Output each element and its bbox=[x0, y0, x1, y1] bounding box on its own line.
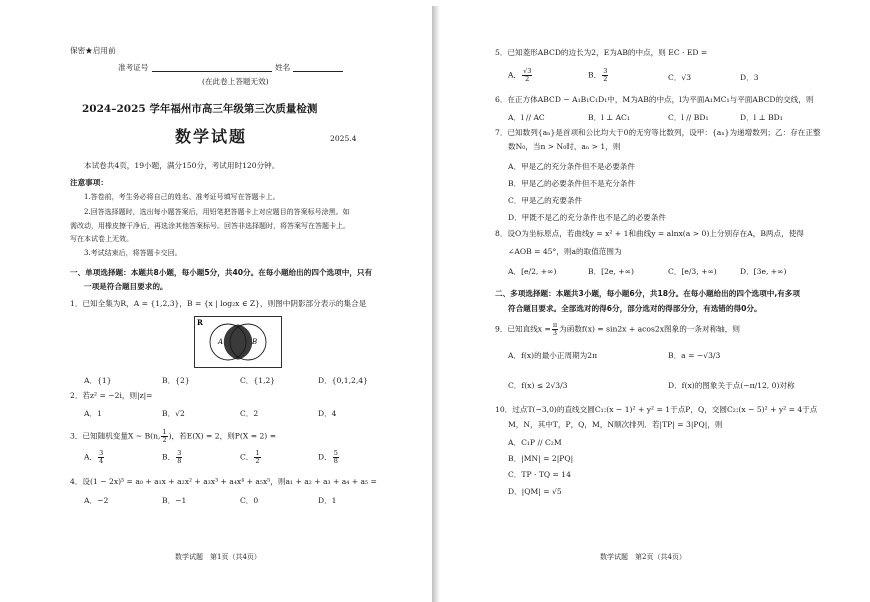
exam-page-2 bbox=[435, 0, 870, 602]
q10-option-d: D．|QM| = √5 bbox=[508, 487, 562, 496]
q5-option-b: B． $\frac{3}{2}$ bbox=[588, 67, 608, 83]
venn-diagram bbox=[194, 316, 282, 368]
q5-option-d: D．3 bbox=[740, 73, 759, 82]
q2-option-b: B．√2 bbox=[162, 409, 185, 418]
candidate-number-line bbox=[152, 71, 272, 72]
section2-heading-cont: 符合题目要求。全部选对的得6分，部分选对的得部分分，有选错的得0分。 bbox=[508, 304, 762, 313]
question-1: 1．已知全集为R，A = {1,2,3}，B = {x | log₂x ∈ Z}，则图中阴影部分表示的集合是 bbox=[70, 299, 367, 308]
q2-option-d: D．4 bbox=[318, 409, 337, 418]
q10-option-c: C．TP · TQ = 14 bbox=[508, 470, 571, 479]
candidate-number-label: 准考证号 bbox=[118, 63, 149, 72]
q1-option-c: C．{1,2} bbox=[240, 376, 276, 385]
q1-option-a: A．{1} bbox=[84, 376, 112, 385]
q9-text-pre: 9．已知直线x = bbox=[495, 324, 551, 334]
question-8: 8．设O为坐标原点，若曲线y = x² + 1和曲线y = alnx(a > 0)上分别存在A，B两点，使得 bbox=[495, 229, 804, 238]
secret-label: 保密★启用前 bbox=[70, 46, 116, 55]
q6-option-a: A．l // AC bbox=[508, 113, 545, 122]
notes-heading: 注意事项： bbox=[70, 178, 108, 187]
q3-text-post: )，若E(X) = 2，则P(X = 2) = bbox=[168, 431, 277, 441]
venn-universe-label: R bbox=[197, 318, 203, 327]
q9-option-a: A．f(x)的最小正周期为2π bbox=[508, 351, 598, 360]
q3-option-c: C． $\frac{1}{2}$ bbox=[240, 449, 260, 465]
page-2-footer: 数学试题 第2页（共4页） bbox=[600, 553, 686, 561]
q9-option-c: C．f(x) ≤ 2√3/3 bbox=[508, 381, 568, 390]
exam-title: 2024–2025 学年福州市高三年级第三次质量检测 bbox=[82, 103, 318, 115]
q6-option-d: D．l ⊥ BD₁ bbox=[740, 113, 783, 122]
q7-option-d: D．甲既不是乙的充分条件也不是乙的必要条件 bbox=[508, 213, 666, 222]
section1-heading: 一、单项选择题：本题共8小题，每小题5分，共40分。在每小题给出的四个选项中，只有 bbox=[70, 268, 373, 277]
page-1-footer: 数学试题 第1页（共4页） bbox=[175, 553, 261, 561]
name-line bbox=[293, 71, 343, 72]
q8-option-a: A．[e/2, +∞) bbox=[508, 267, 557, 276]
q10-option-b: B．|MN| = 2|PQ| bbox=[508, 454, 574, 463]
question-2: 2．若z² = −2i，则|z|= bbox=[70, 391, 153, 400]
q7-option-a: A．甲是乙的充分条件但不是必要条件 bbox=[508, 162, 635, 171]
question-3 bbox=[70, 429, 276, 444]
q9-option-d: D．f(x)的图象关于点(−π/12, 0)对称 bbox=[668, 381, 795, 390]
venn-label-b: B bbox=[252, 338, 258, 346]
q1-option-b: B．{2} bbox=[162, 376, 190, 385]
q6-option-c: C．l // BD₁ bbox=[668, 113, 709, 122]
question-8-cont: ∠AOB = 45°，则a的取值范围为 bbox=[508, 247, 622, 256]
q3-option-d: D． $\frac{5}{8}$ bbox=[318, 449, 338, 465]
q2-option-c: C．2 bbox=[240, 409, 259, 418]
q6-option-b: B．l ⊥ AC₁ bbox=[588, 113, 630, 122]
q8-option-c: C．[e/3, +∞) bbox=[668, 267, 717, 276]
note-line-2: 2.回答选择题时，选出每小题答案后，用铅笔把答题卡上对应题目的答案标号涂黑。如 bbox=[84, 208, 350, 216]
q4-option-d: D．1 bbox=[318, 496, 337, 505]
q3-option-b: B． $\frac{3}{8}$ bbox=[162, 449, 182, 465]
q10-option-a: A．C₁P // C₂M bbox=[508, 438, 562, 447]
question-4: 4．设(1 − 2x)⁵ = a₀ + a₁x + a₂x² + a₃x³ + a₄x⁴ + a₅x⁵，则a₁ + a₂ + a₃ + a₄ + a₅ = bbox=[70, 477, 377, 486]
q3-text-pre: 3．已知随机变量X ~ B(n, bbox=[70, 431, 161, 441]
q1-option-d: D．{0,1,2,4} bbox=[318, 376, 368, 385]
q5-option-a: A． $\frac{√3}{2}$ bbox=[508, 67, 532, 83]
q9-fraction: $\frac{\pi}{3}$ bbox=[552, 321, 558, 337]
q4-option-a: A．−2 bbox=[84, 496, 109, 505]
q8-option-b: B．[2e, +∞) bbox=[588, 267, 634, 276]
name-label: 姓名 bbox=[275, 63, 291, 72]
q2-option-a: A．1 bbox=[84, 409, 102, 418]
exam-date: 2025.4 bbox=[330, 134, 357, 143]
q8-option-d: D．[3e, +∞) bbox=[740, 267, 787, 276]
q3-option-a: A． $\frac{3}{4}$ bbox=[84, 449, 104, 465]
answer-invalid-note: (在此卷上答题无效) bbox=[202, 77, 269, 86]
question-10-cont: M，N，其中T，P，Q，M，N顺次排列．若|TP| = 3|PQ|，则 bbox=[508, 420, 723, 429]
q3-fraction: $\frac{1}{2}$ bbox=[162, 428, 167, 444]
q4-option-c: C．0 bbox=[240, 496, 259, 505]
q7-option-c: C．甲是乙的充要条件 bbox=[508, 196, 583, 205]
question-6: 6．在正方体ABCD − A₁B₁C₁D₁中，M为AB的中点，l为平面A₁MC₁与平面ABCD的交线，则 bbox=[495, 95, 814, 104]
subject-title: 数学试题 bbox=[175, 127, 248, 146]
question-5: 5．已知菱形ABCD的边长为2，E为AB的中点，则 EC · ED = bbox=[495, 48, 708, 57]
q9-option-b: B．a = −√3/3 bbox=[668, 351, 721, 360]
q9-text-post: 为函数f(x) = sin2x + acos2x图象的一条对称轴，则 bbox=[559, 324, 740, 334]
note-line-3: 需改动，用橡皮擦干净后，再选涂其他答案标号。回答非选择题时，将答案写在答题卡上。 bbox=[70, 222, 350, 230]
note-line-1: 1.答卷前，考生务必将自己的姓名、准考证号填写在答题卡上。 bbox=[84, 193, 280, 201]
question-7-cont: 数N₀，当n > N₀时，aₙ > 1，则 bbox=[508, 142, 621, 151]
question-10: 10．过点T(−3,0)的直线交圆C₁:(x − 1)² + y² = 1于点P，Q，交圆C₂:(x − 5)² + y² = 4于点 bbox=[495, 405, 818, 414]
section1-heading-cont: 一项是符合题目要求的。 bbox=[84, 282, 168, 291]
question-9 bbox=[495, 322, 740, 337]
q7-option-b: B．甲是乙的必要条件但不是充分条件 bbox=[508, 179, 636, 188]
q5-option-c: C．√3 bbox=[668, 73, 692, 82]
question-7: 7．已知数列{aₙ}是首项和公比均大于0的无穷等比数列，设甲：{aₙ}为递增数列；乙：存在正整 bbox=[495, 128, 821, 137]
venn-intersection-shade bbox=[224, 324, 252, 359]
note-line-4: 写在本试卷上无效。 bbox=[70, 235, 133, 243]
q4-option-b: B．−1 bbox=[162, 496, 187, 505]
section2-heading: 二、多项选择题：本题共3小题，每小题6分，共18分。在每小题给出的四个选项中,有多项 bbox=[495, 289, 800, 298]
exam-intro: 本试卷共4页，19小题，满分150分，考试用时120分钟。 bbox=[84, 161, 280, 170]
venn-label-a: A bbox=[218, 338, 224, 346]
note-line-5: 3.考试结束后，将答题卡交回。 bbox=[84, 249, 182, 257]
